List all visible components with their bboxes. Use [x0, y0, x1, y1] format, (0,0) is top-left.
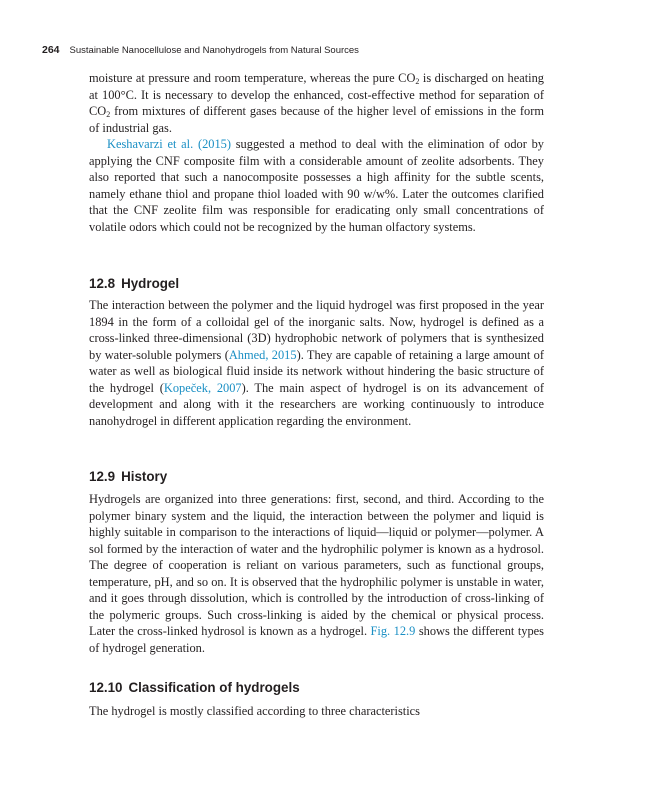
- running-title: Sustainable Nanocellulose and Nanohydrogels from Natural Sources: [69, 45, 359, 56]
- figure-12-9-link[interactable]: Fig. 12.9: [370, 624, 416, 638]
- paragraph-classification: The hydrogel is mostly classified according to three characteristics: [89, 704, 420, 718]
- paragraph-co2-separation: moisture at pressure and room temperature, whereas the pure $CO_2$ is discharged on heating at 100°C. It is necessary to develop the enhanced, cost-effective method for separation of $CO_2$ from mixtures of different gases because of the higher level of emissions in the form of industrial gas.: [89, 71, 544, 135]
- page-number: 264: [42, 44, 60, 56]
- section-12-8-text: [89, 297, 544, 429]
- section-12-10-text: [89, 703, 544, 720]
- citation-keshavarzi-link[interactable]: Keshavarzi et al. (2015): [107, 137, 231, 151]
- paragraph-odor-elimination: Keshavarzi et al. (2015) suggested a method to deal with the elimination of odor by applying the CNF composite film with a considerable amount of zeolite adsorbents. They also reported that such a nanocomposite possesses a high affinity for the subtle scents, namely ethane thiol and propane thiol loaded with 90 w/w%. Later the outcomes clarified that the CNF zeolite film was responsible for eradicating only small concentrations of volatile odors which could not be recognized by the human olfactory systems.: [89, 137, 544, 234]
- paragraph-history: Hydrogels are organized into three generations: first, second, and third. According to the polymer binary system and the liquid, the interaction between the polymer and liquid is highly suitable in comparison to the interactions of liquid—liquid or polymer—polymer. A sol formed by the interaction of water and the hydrophilic polymer is known as a hydrosol. The degree of cooperation is reliant on various parameters, such as functional groups, temperature, pH, and so on. It is observed that the hydrophilic polymer is unstable in water, and it goes through dissolution, which is controlled by the introduction of cross-linking of the polymeric groups. Such cross-linking is aided by the chemical or physical process. Later the cross-linked hydrosol is known as a hydrogel. Fig. 12.9 shows the different types of hydrogel generation.: [89, 492, 544, 655]
- intro-text-block: [89, 70, 544, 235]
- paragraph-hydrogel: The interaction between the polymer and the liquid hydrogel was first proposed in the year 1894 in the form of a colloidal gel of the inorganic salts. Now, hydrogel is defined as a cross-linked three-dimensional (3D) hydrophobic network of polymers that is synthesized by water-soluble polymers (Ahmed, 2015). They are capable of retaining a large amount of water as well as biological fluid inside its network without hindering the basic structure of the hydrogel (Kopeček, 2007). The main aspect of hydrogel is on its advancement of development and along with it the researchers are working continuously to introduce nanohydrogel in different application regarding the environment.: [89, 298, 544, 428]
- section-12-9-text: [89, 491, 544, 656]
- citation-ahmed-link[interactable]: Ahmed, 2015: [228, 347, 297, 362]
- section-heading-12-9: 12.9 History: [89, 469, 168, 484]
- citation-kopecek-link[interactable]: Kopeček, 2007: [163, 380, 242, 395]
- section-heading-12-10: 12.10 Classification of hydrogels: [89, 680, 300, 695]
- section-heading-12-8: 12.8 Hydrogel: [89, 276, 180, 291]
- running-header: [42, 44, 359, 56]
